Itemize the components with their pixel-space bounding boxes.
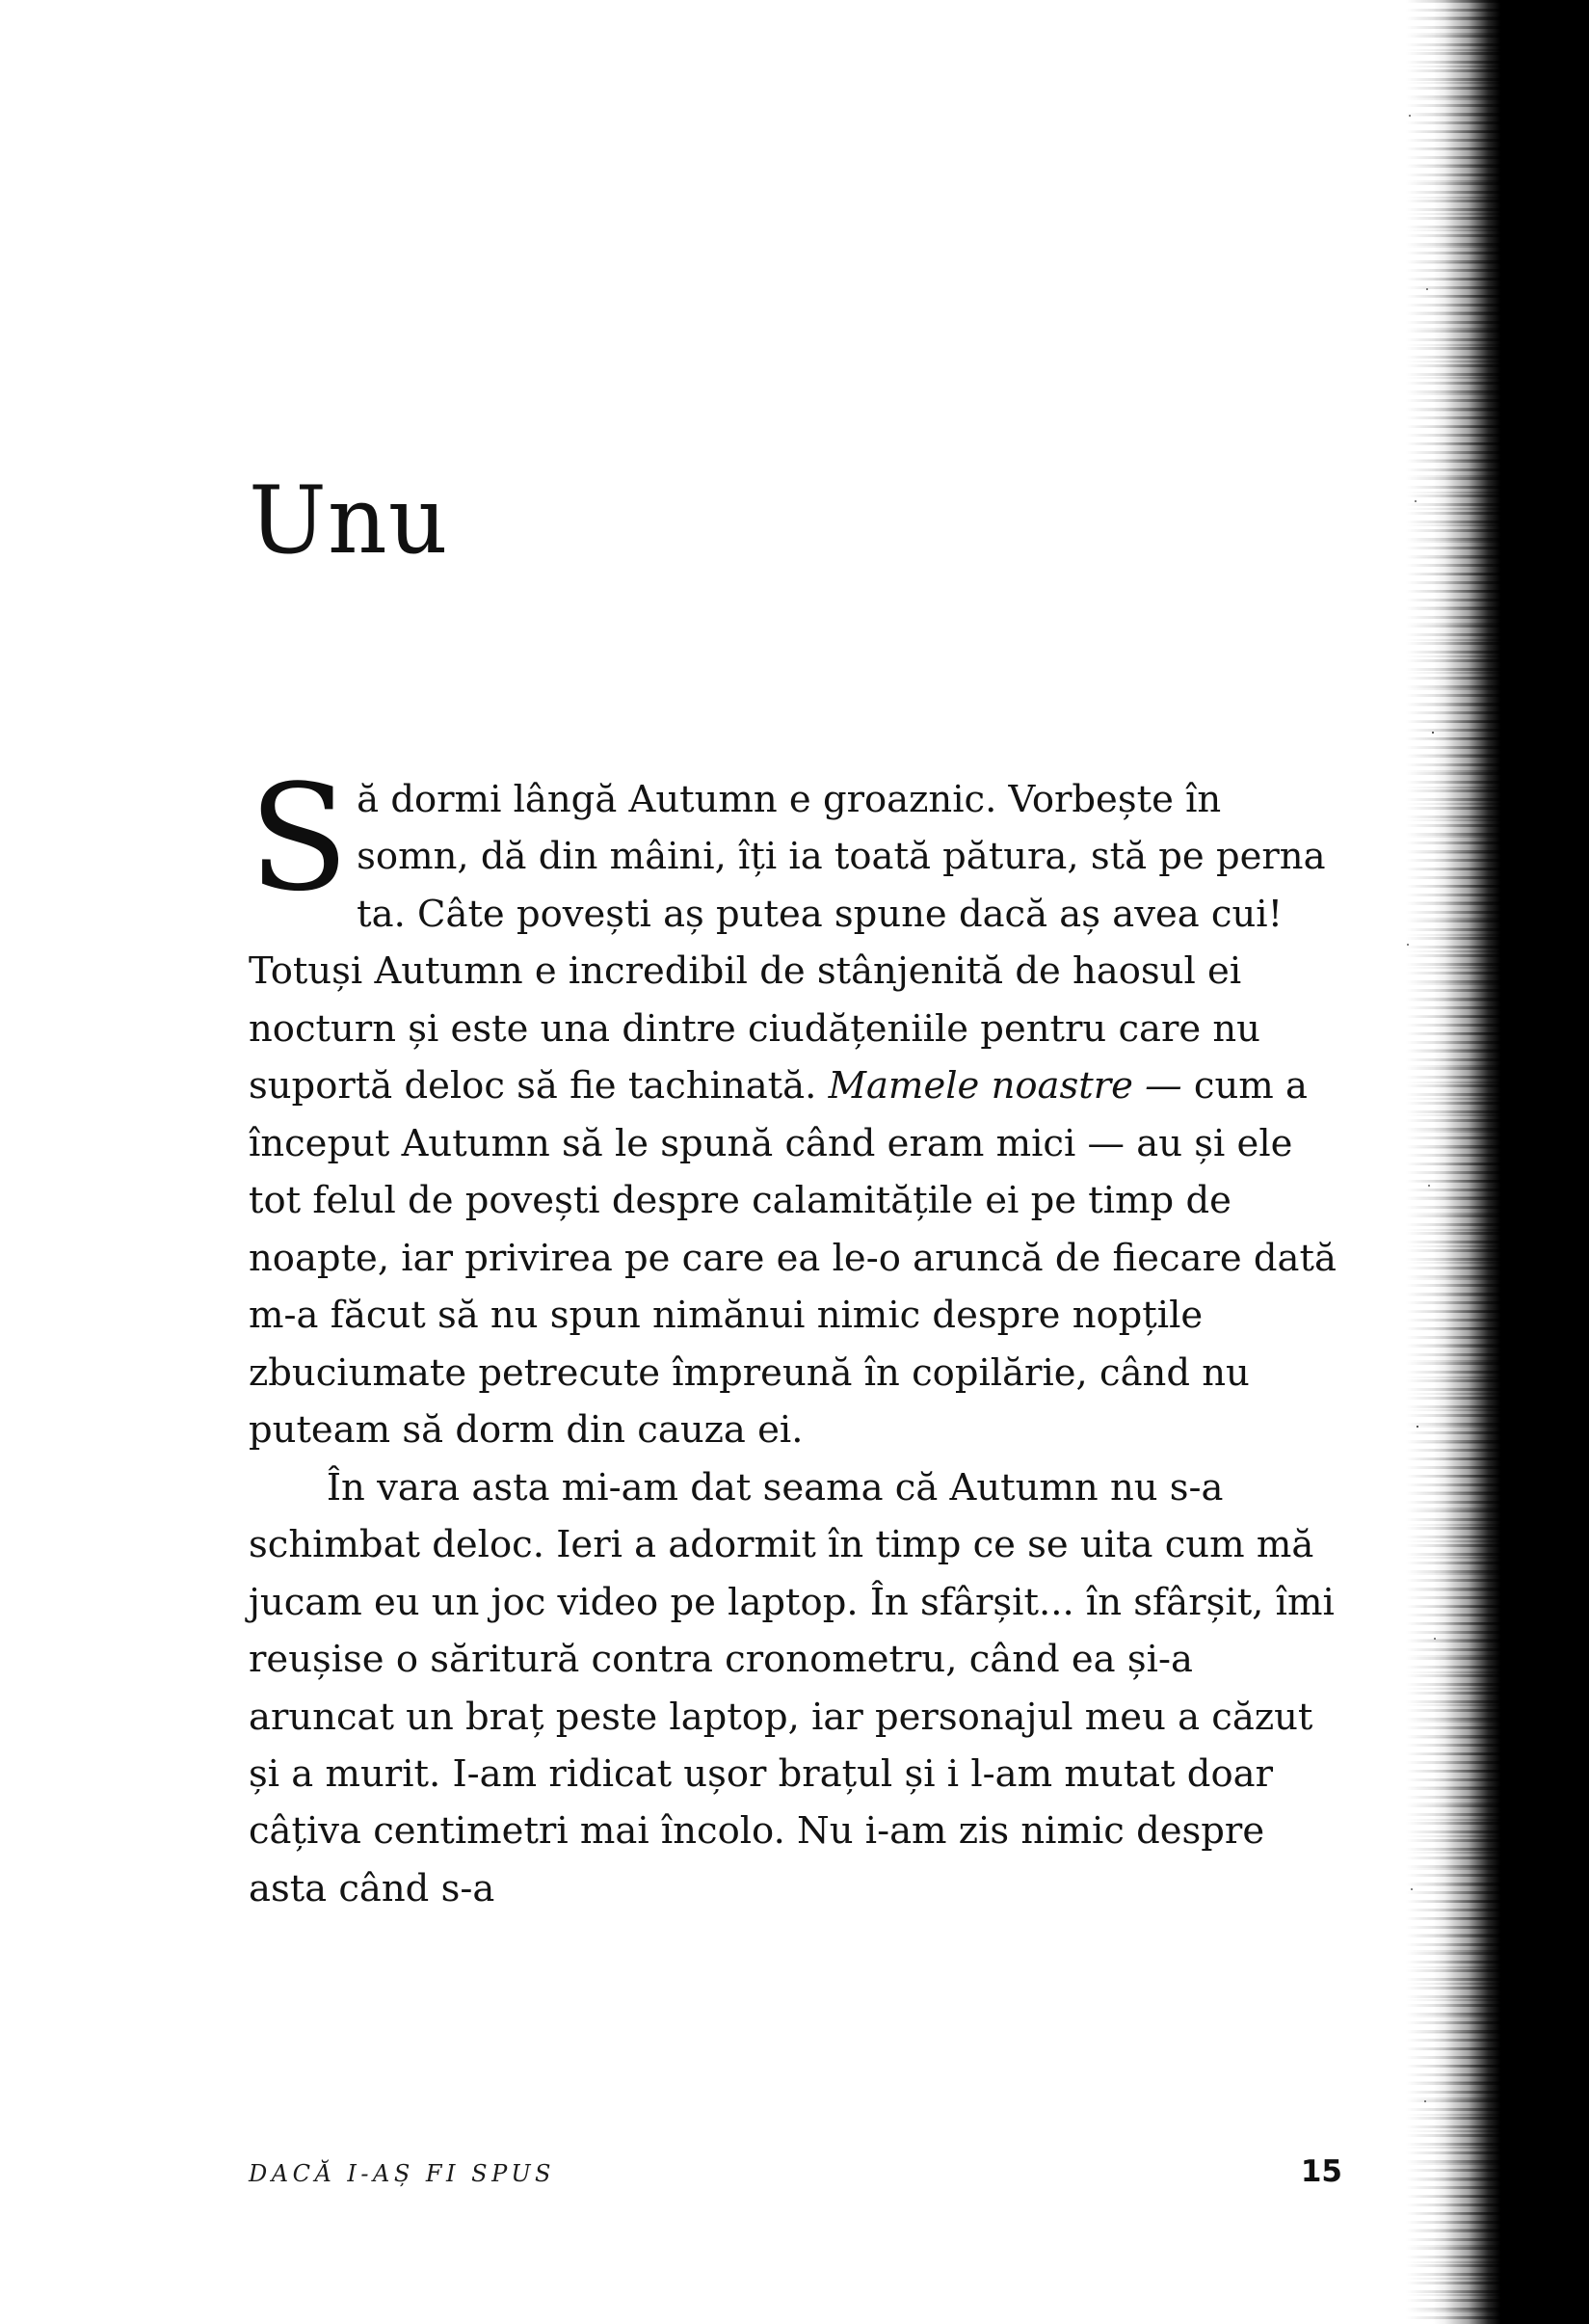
drop-cap: S	[249, 753, 350, 923]
paragraph-1	[249, 753, 1342, 1459]
body-text	[249, 753, 1342, 1917]
gutter-streaks	[1406, 0, 1506, 2324]
running-head: DACĂ I-AȘ FI SPUS	[249, 2160, 555, 2187]
page-number: 15	[1300, 2154, 1342, 2189]
gutter-feather	[1433, 0, 1500, 2324]
chapter-title: Unu	[249, 467, 449, 574]
paragraph-2: În vara asta mi-am dat seama că Autumn nu s-a schimbat deloc. Ieri a adormit în timp ce se uita cum mă jucam eu un joc video pe laptop. În sfârșit... în sfârșit, îmi reușise o săritură contra cronometru, când ea și-a aruncat un braț peste laptop, iar personajul meu a căzut și a murit. I-am ridicat ușor brațul și i l-am mutat doar câțiva centimetri mai încolo. Nu i-am zis nimic despre asta când s-a	[249, 1465, 1335, 1910]
text-column	[249, 0, 1342, 2324]
scan-gutter-shadow	[1406, 0, 1589, 2324]
paragraph-1-tail: cum a început Autumn să le spună când eram mici — au și ele tot felul de povești despre calamitățile ei pe timp de noapte, iar privirea pe care ea le-o aruncă de fiecare dată m-a făcut să nu spun nimănui nimic despre nopțile zbuciumate petrecute împreună în copilărie, când nu puteam să dorm din cauza ei.	[249, 1064, 1337, 1453]
paragraph-1-lead: ă dormi lângă Autumn e groaznic. Vorbește în somn, dă din mâini, îți ia toată pătura, stă pe perna ta. Câte povești aș putea spune dacă aș avea cui! Totuși Autumn e incredibil de stânjenită de haosul ei nocturn și este una dintre ciudățeniile pentru care nu suportă deloc să fie tachinată.	[249, 778, 1326, 1109]
gutter-speckles	[1400, 0, 1444, 2324]
page-footer	[249, 2154, 1342, 2189]
gutter-core	[1500, 0, 1589, 2324]
paragraph-1-italic-phrase: Mamele noastre —	[828, 1064, 1182, 1109]
